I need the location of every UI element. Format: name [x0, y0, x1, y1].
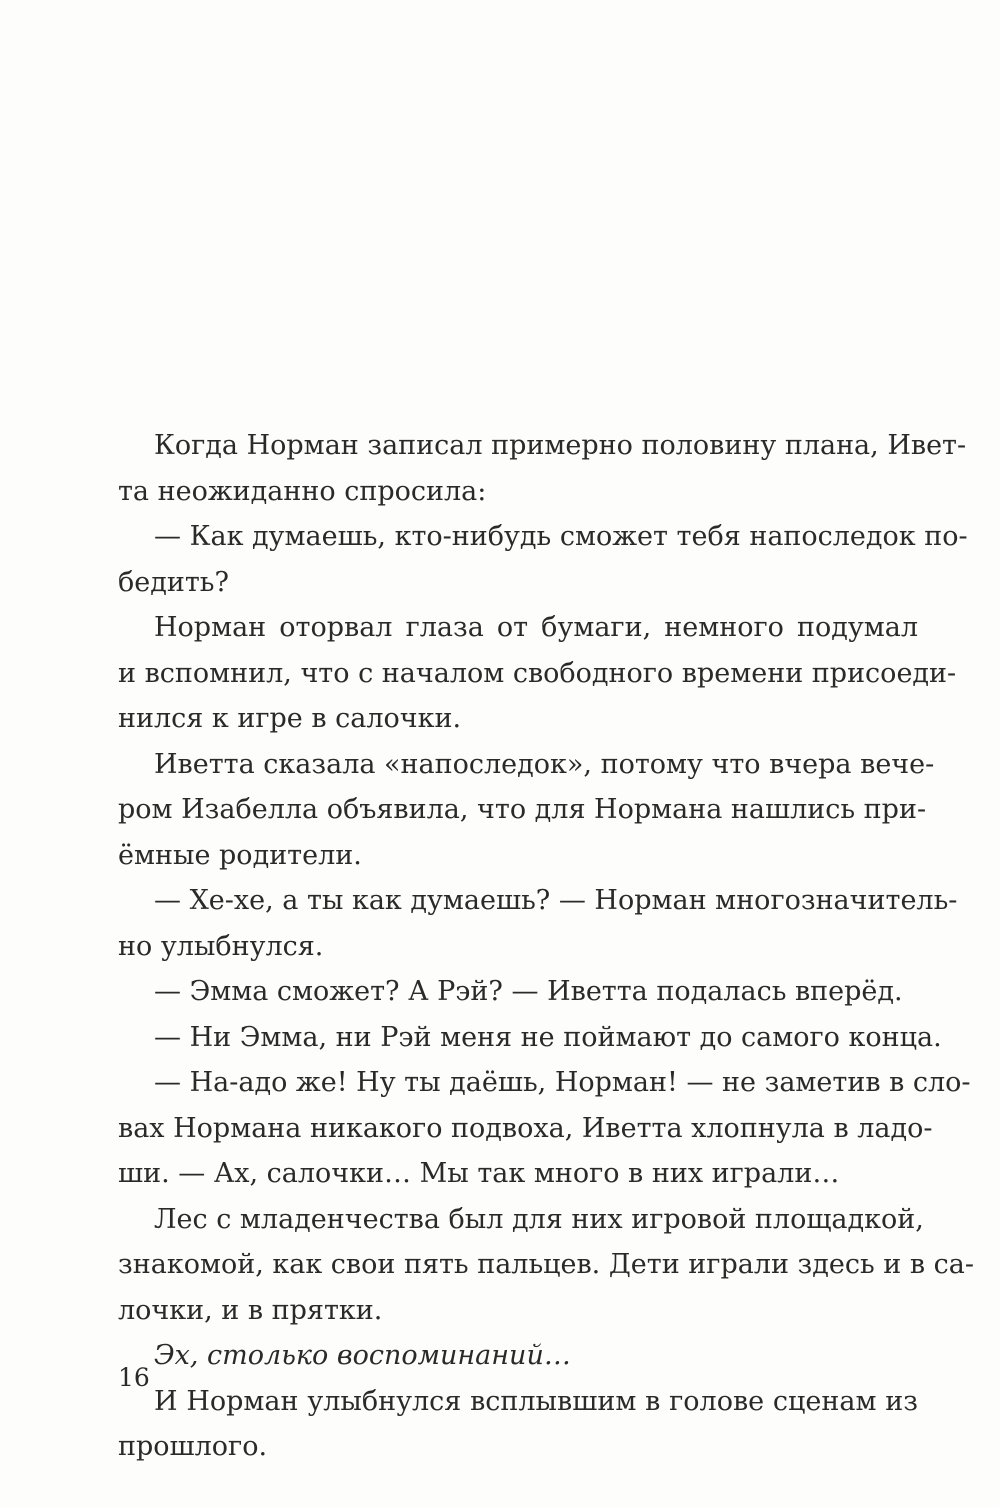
text-line: И Норман улыбнулся всплывшим в голове сценам из: [154, 1385, 918, 1417]
text-line-italic-thought: Эх, столько воспоминаний…: [154, 1340, 571, 1371]
text-line: — Эмма сможет? А Рэй? — Иветта подалась вперёд.: [154, 976, 903, 1007]
text-line: вах Нормана никакого подвоха, Иветта хлопнула в ладо-: [118, 1112, 933, 1144]
text-line: прошлого.: [118, 1431, 268, 1462]
text-line: ши. — Ах, салочки… Мы так много в них играли…: [118, 1158, 840, 1189]
text-line: та неожиданно спросила:: [118, 475, 487, 507]
text-line: ёмные родители.: [118, 839, 362, 871]
text-line: — Как думаешь, кто-нибудь сможет тебя напоследок по-: [154, 521, 968, 552]
text-line: лочки, и в прятки.: [118, 1294, 383, 1326]
text-line: ром Изабелла объявила, что для Нормана нашлись при-: [118, 794, 927, 825]
text-line: нился к игре в салочки.: [118, 703, 462, 734]
text-line: Лес с младенчества был для них игровой площадкой,: [154, 1203, 924, 1235]
text-line: — Ни Эмма, ни Рэй меня не поймают до самого конца.: [154, 1021, 942, 1053]
text-line: — На-адо же! Ну ты даёшь, Норман! — не заметив в сло-: [154, 1067, 971, 1098]
text-line: — Хе-хе, а ты как думаешь? — Норман многозначитель-: [154, 885, 958, 916]
text-line: бедить?: [118, 566, 229, 598]
text-line: и вспомнил, что с началом свободного времени присоеди-: [118, 657, 957, 689]
text-line: знакомой, как свои пять пальцев. Дети играли здесь и в са-: [118, 1249, 974, 1280]
page-number: 16: [118, 1363, 150, 1392]
text-line: Когда Норман записал примерно половину плана, Ивет-: [154, 430, 967, 461]
text-line: Иветта сказала «напоследок», потому что вчера вече-: [154, 748, 935, 780]
text-line: но улыбнулся.: [118, 930, 324, 962]
text-line: Норман оторвал глаза от бумаги, немного подумал: [154, 612, 918, 643]
body-text: [118, 423, 974, 1470]
